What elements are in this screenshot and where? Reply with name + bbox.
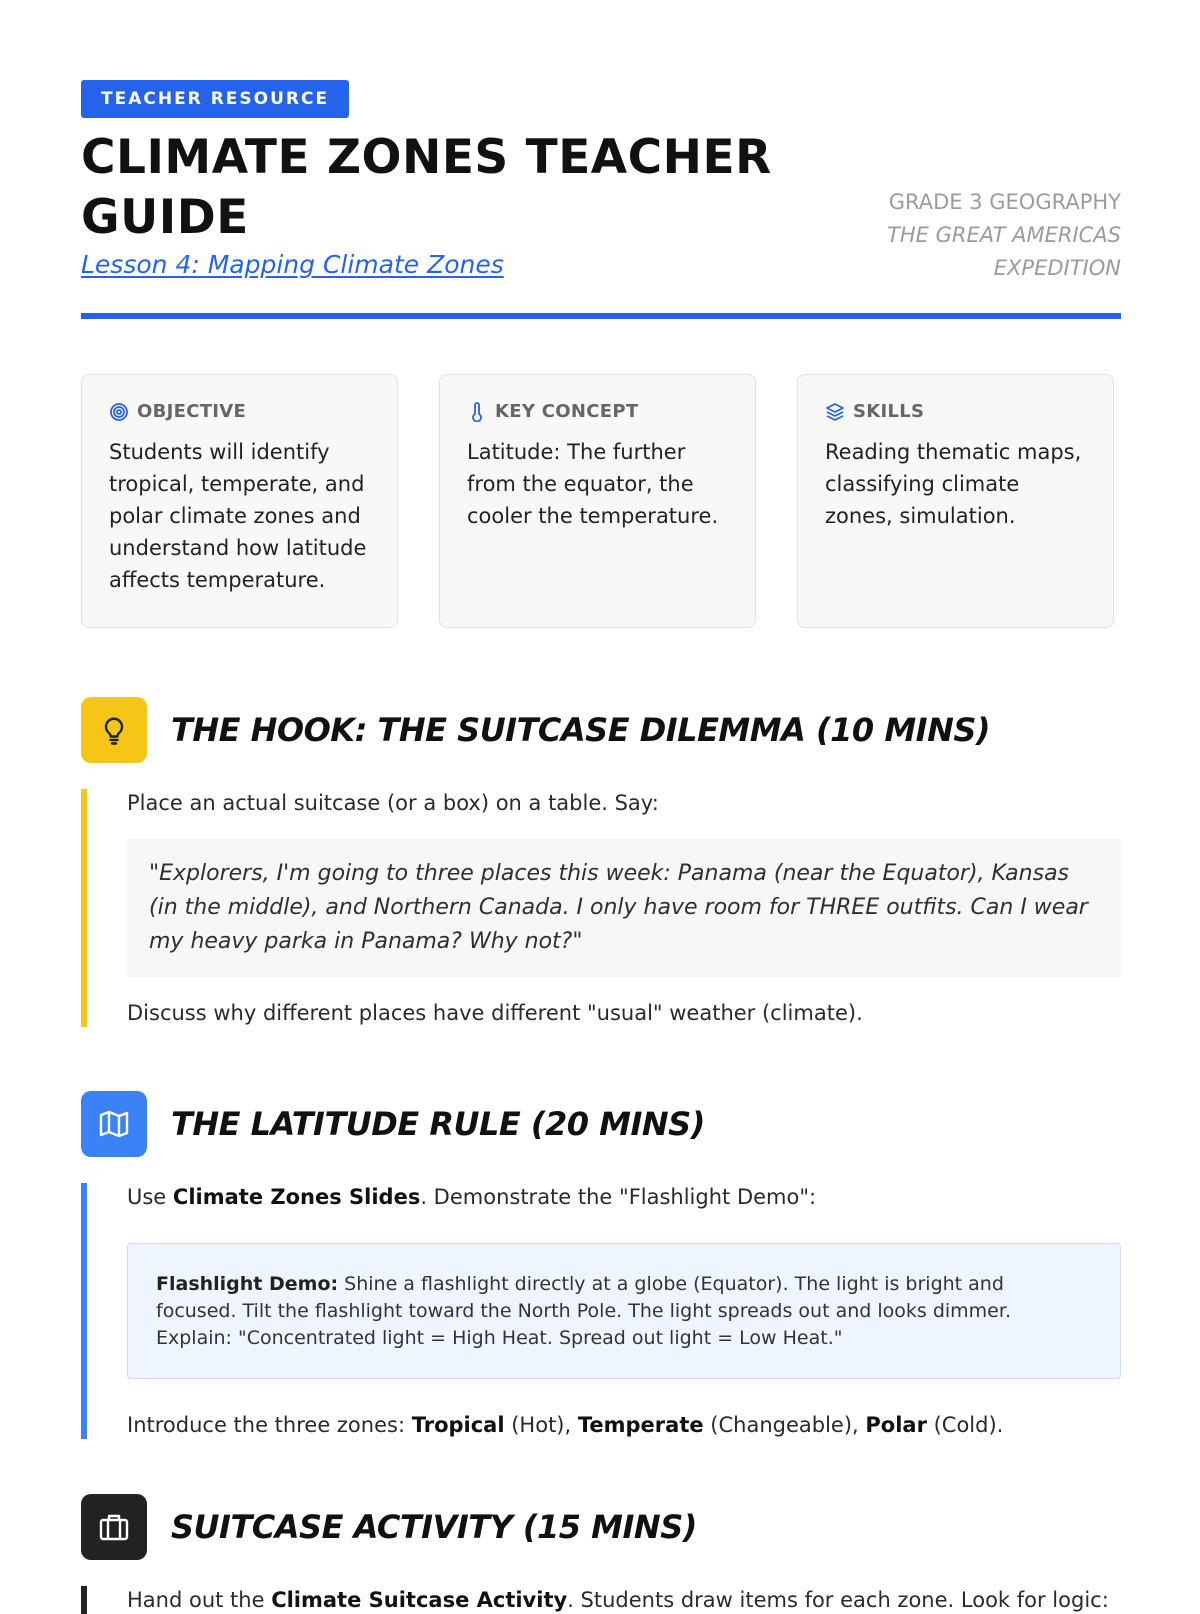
demo-text: Shine a flashlight directly at a globe (Equator). The light is bright and focused. Tilt the flashlight toward the North Pole. The light spreads out and looks dimmer. Explain: "Concentrated light = High Heat. Spread out light = Low Heat." <box>156 1273 1011 1349</box>
skills-label: SKILLS <box>853 401 925 422</box>
hook-title: THE HOOK: THE SUITCASE DILEMMA (10 MINS) <box>171 711 991 749</box>
summary-cards <box>81 374 1121 628</box>
page-title: CLIMATE ZONES TEACHER GUIDE <box>81 130 772 245</box>
hook-outro: Discuss why different places have different "usual" weather (climate). <box>127 1001 863 1025</box>
lightbulb-icon <box>81 697 147 763</box>
hook-quote: "Explorers, I'm going to three places this week: Panama (near the Equator), Kansas (in the middle), and Northern Canada. I only have room for THREE outfits. Can I wear my heavy parka in Panama? Why not?" <box>127 839 1121 977</box>
demo-label: Flashlight Demo: <box>156 1273 339 1295</box>
key-concept-text: Latitude: The further from the equator, the cooler the temperature. <box>467 440 719 528</box>
course-meta <box>821 186 1121 285</box>
grade-label: GRADE 3 GEOGRAPHY <box>888 190 1121 214</box>
objective-card <box>81 374 398 628</box>
page-header <box>81 0 1121 322</box>
key-concept-label: KEY CONCEPT <box>495 401 639 422</box>
header-divider <box>81 313 1121 319</box>
map-icon <box>81 1091 147 1157</box>
skills-text: Reading thematic maps, classifying climate zones, simulation. <box>825 440 1082 528</box>
skills-card <box>797 374 1114 628</box>
activity-section <box>81 1494 1121 1614</box>
layers-icon <box>825 402 845 422</box>
flashlight-demo-box <box>127 1243 1121 1379</box>
latitude-intro: Use Climate Zones Slides. Demonstrate the "Flashlight Demo": <box>127 1185 817 1209</box>
hook-body <box>81 789 1121 1027</box>
latitude-body <box>81 1183 1121 1439</box>
activity-intro: Hand out the Climate Suitcase Activity. Students draw items for each zone. Look for logic: <box>127 1588 1109 1612</box>
objective-label: OBJECTIVE <box>137 401 247 422</box>
suitcase-icon <box>81 1494 147 1560</box>
activity-body <box>81 1586 1121 1614</box>
course-name: THE GREAT AMERICAS EXPEDITION <box>887 223 1121 280</box>
lesson-link[interactable]: Lesson 4: Mapping Climate Zones <box>81 250 504 279</box>
hook-section <box>81 697 1121 1027</box>
latitude-section <box>81 1091 1121 1439</box>
teacher-guide-page <box>81 0 1121 1612</box>
latitude-title: THE LATITUDE RULE (20 MINS) <box>171 1105 705 1143</box>
target-icon <box>109 402 129 422</box>
resource-badge: TEACHER RESOURCE <box>81 80 349 118</box>
activity-title: SUITCASE ACTIVITY (15 MINS) <box>171 1508 697 1546</box>
key-concept-card <box>439 374 756 628</box>
zones-intro: Introduce the three zones: Tropical (Hot), Temperate (Changeable), Polar (Cold). <box>127 1413 1004 1437</box>
thermometer-icon <box>467 402 487 422</box>
hook-intro: Place an actual suitcase (or a box) on a table. Say: <box>127 791 659 815</box>
objective-text: Students will identify tropical, temperate, and polar climate zones and understand how latitude affects temperature. <box>109 440 367 592</box>
